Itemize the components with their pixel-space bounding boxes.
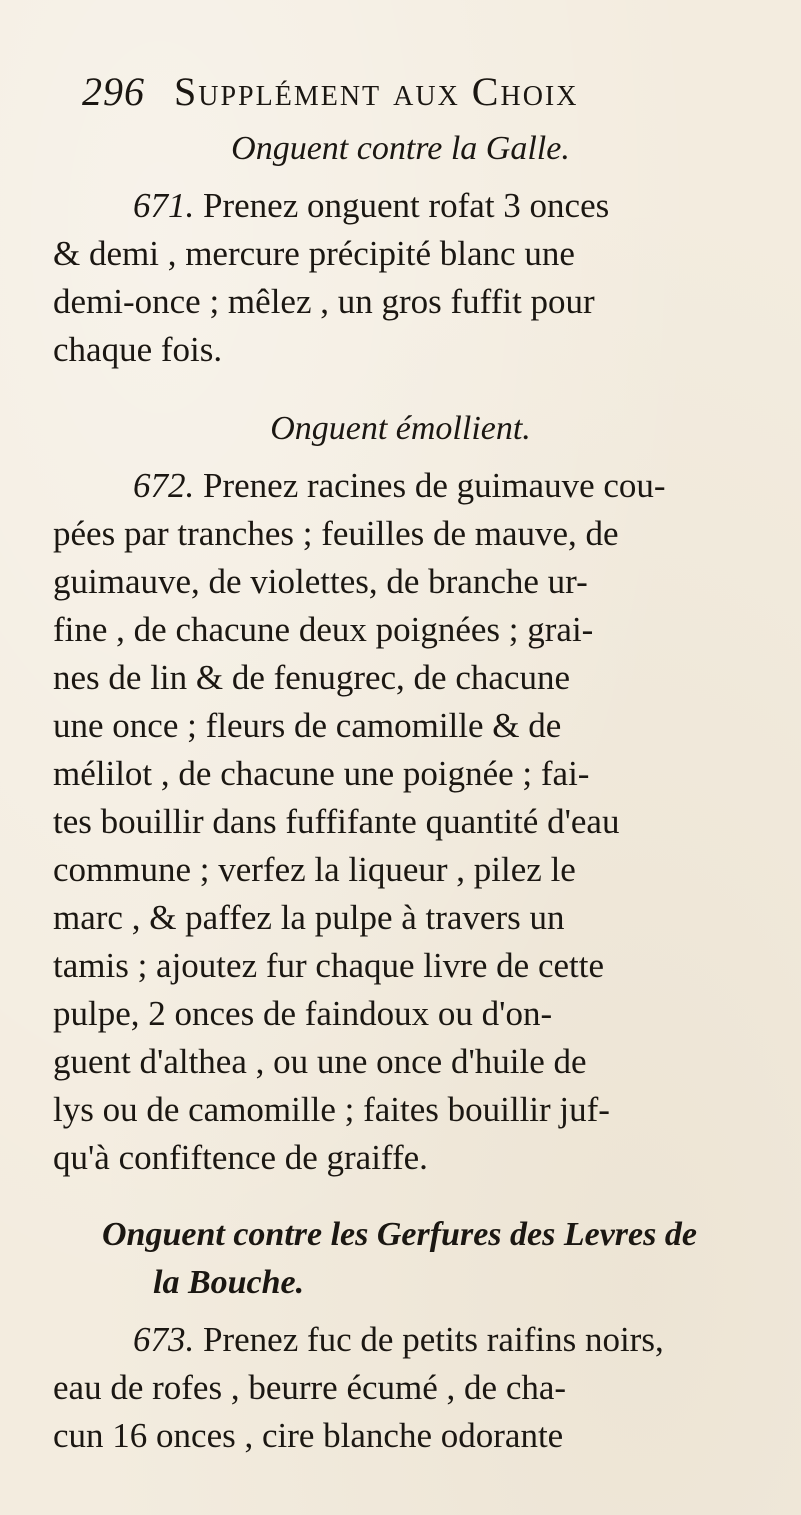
heading-line: la Bouche.	[153, 1264, 305, 1301]
text-line: fine , de chacune deux poignées ; grai-	[53, 610, 594, 649]
text-line: qu'à confiftence de graiffe.	[53, 1138, 428, 1177]
text-line	[53, 182, 753, 230]
recipe-number: 672.	[133, 466, 195, 505]
running-title: Supplément aux Choix	[174, 69, 579, 114]
text-line: mélilot , de chacune une poignée ; fai-	[53, 754, 590, 793]
text-line: lys ou de camomille ; faites bouillir juf-	[53, 1090, 610, 1129]
section-heading-emollient: Onguent émollient.	[270, 410, 531, 447]
text-line: guimauve, de violettes, de branche ur-	[53, 562, 588, 601]
running-head	[82, 68, 722, 115]
text-line	[53, 1316, 753, 1364]
text-line: guent d'althea , ou une once d'huile de	[53, 1042, 587, 1081]
text-line: cun 16 onces , cire blanche odorante	[53, 1416, 564, 1455]
recipe-672	[53, 462, 753, 1182]
text-line: tamis ; ajoutez fur chaque livre de cette	[53, 946, 604, 985]
text-line: commune ; verfez la liqueur , pilez le	[53, 850, 576, 889]
text-line-content: Prenez racines de guimauve cou-	[203, 466, 666, 505]
text-line: eau de rofes , beurre écumé , de cha-	[53, 1368, 567, 1407]
text-line: pulpe, 2 onces de faindoux ou d'on-	[53, 994, 553, 1033]
text-line: chaque fois.	[53, 330, 223, 369]
recipe-671	[53, 182, 753, 374]
text-line: tes bouillir dans fuffifante quantité d'eau	[53, 802, 620, 841]
text-line: & demi , mercure précipité blanc une	[53, 234, 575, 273]
section-heading-galle: Onguent contre la Galle.	[231, 130, 570, 167]
page-number: 296	[82, 69, 145, 114]
text-line: une once ; fleurs de camomille & de	[53, 706, 562, 745]
recipe-number: 671.	[133, 186, 195, 225]
recipe-673	[53, 1316, 753, 1460]
text-line-content: Prenez fuc de petits raifins noirs,	[203, 1320, 664, 1359]
text-line: nes de lin & de fenugrec, de chacune	[53, 658, 570, 697]
text-line	[53, 462, 753, 510]
text-line-content: Prenez onguent rofat 3 onces	[203, 186, 610, 225]
text-line: pées par tranches ; feuilles de mauve, de	[53, 514, 619, 553]
text-line: demi-once ; mêlez , un gros fuffit pour	[53, 282, 595, 321]
heading-line: Onguent contre les Gerfures des Levres de	[102, 1216, 697, 1253]
text-line: marc , & paffez la pulpe à travers un	[53, 898, 565, 937]
recipe-number: 673.	[133, 1320, 195, 1359]
